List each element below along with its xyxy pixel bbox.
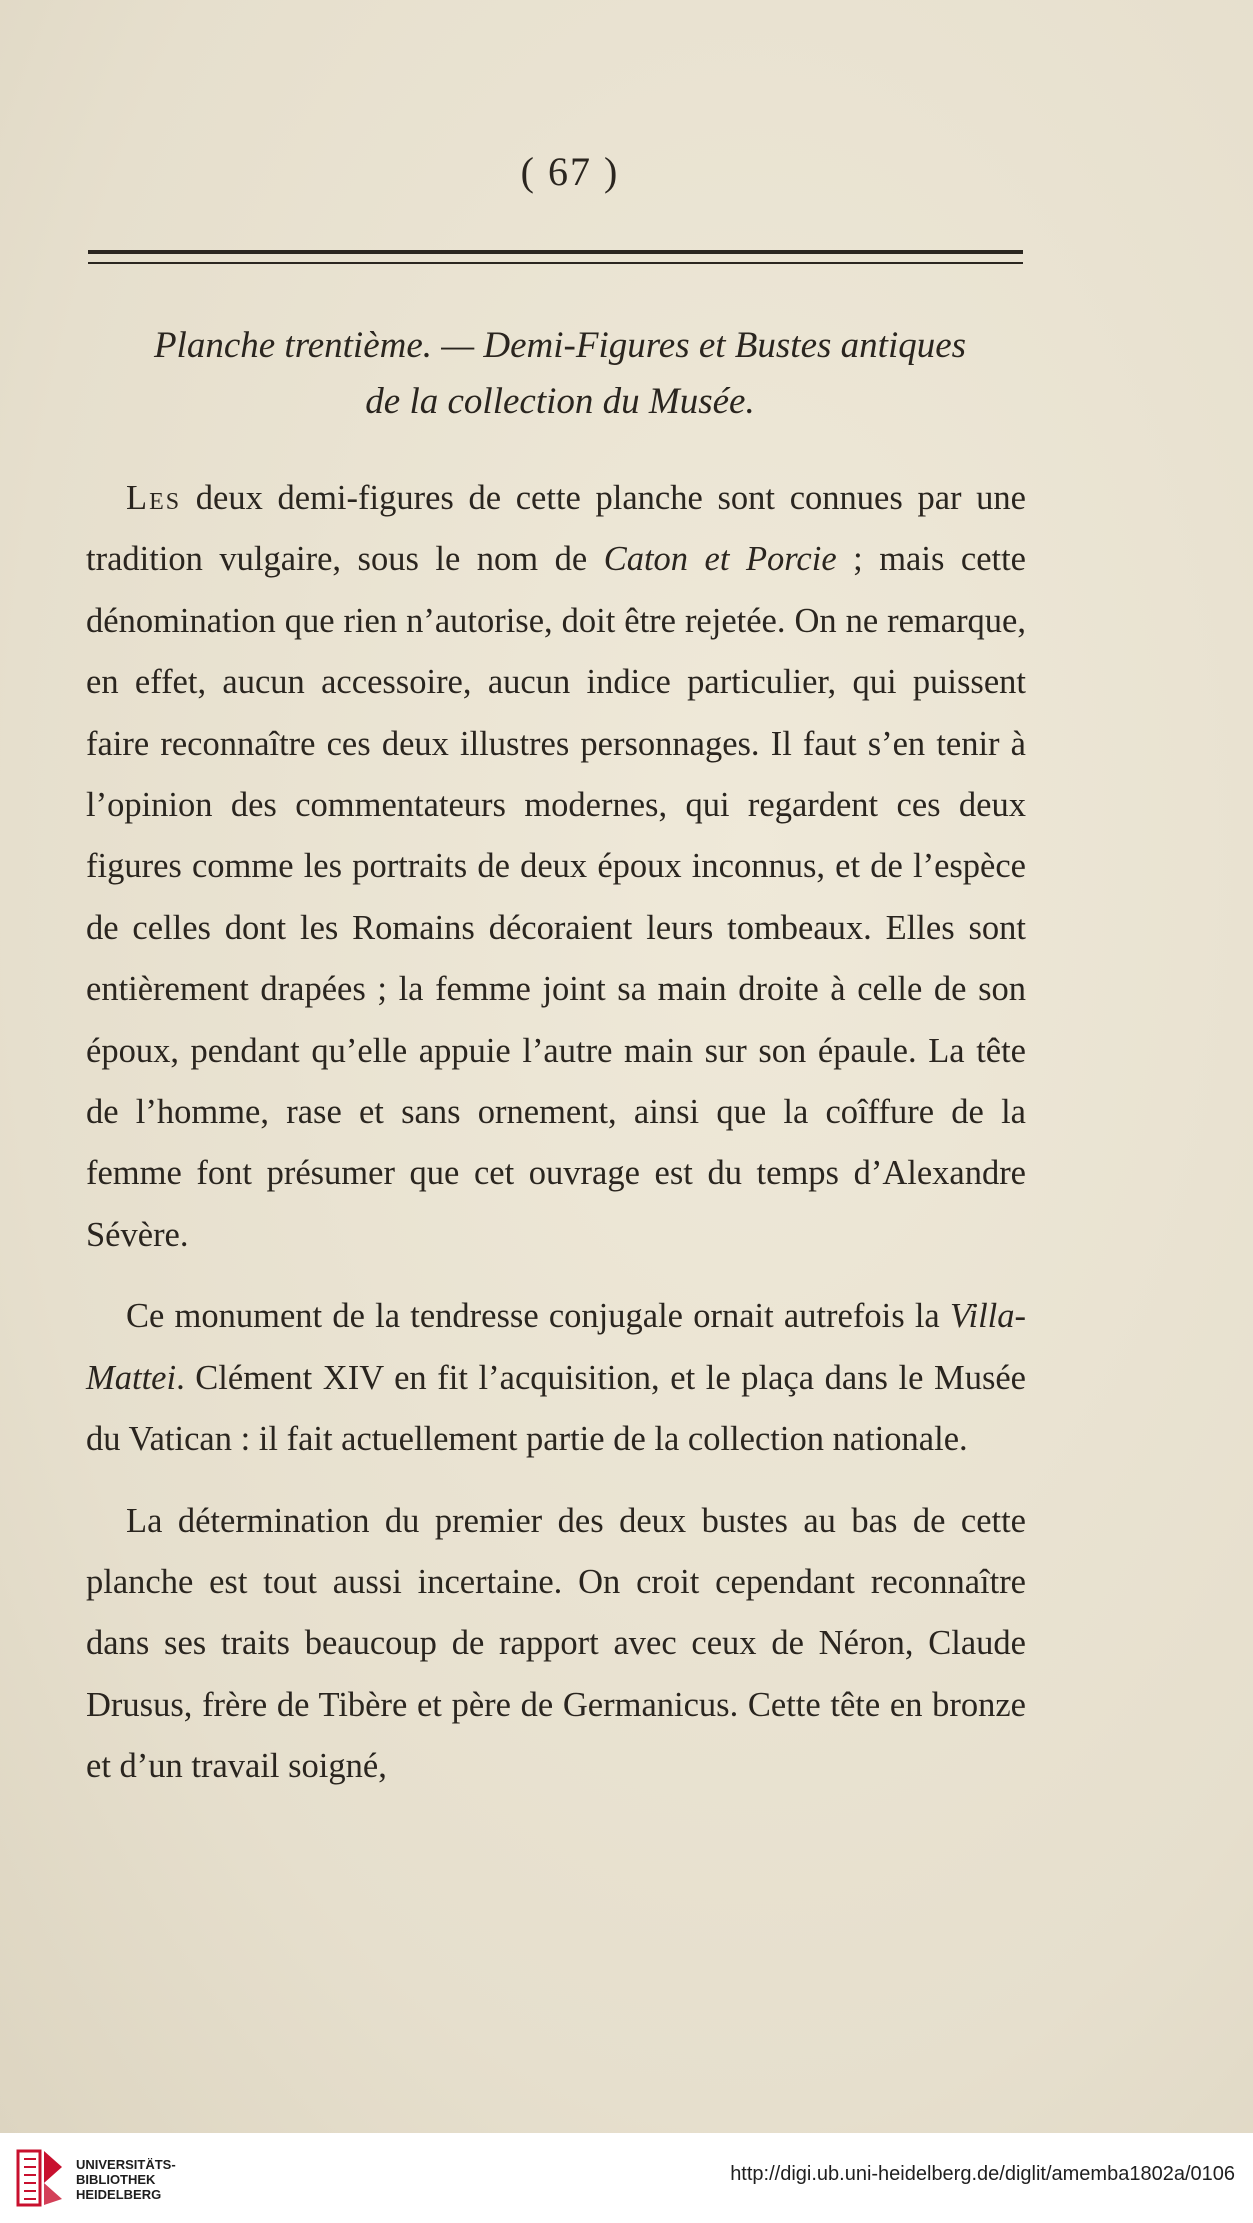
paragraph-2-text-a: Ce monument de la tendresse conjugale ornait autrefois la	[126, 1297, 950, 1336]
plate-title-line2: de la collection du Musée.	[365, 381, 755, 422]
plate-title-line1: Planche trentième. — Demi-Figures et Bustes antiques	[153, 325, 967, 366]
header-rule-thin	[88, 262, 1023, 264]
paragraph-lead-word: Les	[126, 479, 182, 517]
paragraph-1-italic: Caton et Porcie	[603, 540, 837, 579]
page-number: ( 67 )	[520, 149, 620, 194]
paragraph-3-text: La détermination du premier des deux bustes au bas de cette planche est tout aussi incertaine. On croit cependant reconnaître dans ses traits beaucoup de rapport avec ceux de Néron, Claude Drusus, frère de Tibère et père de Germanicus. Cette tête en bronze et d’un travail soigné,	[86, 1501, 1026, 1786]
paragraph-2-italic: Villa-Mattei	[86, 1297, 1026, 1397]
paragraph-1-text-b: ; mais cette dénomination que rien n’autorise, doit être rejetée. On ne remarque, en effet, aucun accessoire, aucun indice particulier, qui puissent faire reconnaître ces deux illustres personnages. Il faut s’en tenir à l’opinion des commentateurs modernes, qui regardent ces deux figures comme les portraits de deux époux inconnus, et de l’espèce de celles dont les Romains décoraient leurs tombeaux. Elles sont entièrement drapées ; la femme joint sa main droite à celle de son époux, pendant qu’elle appuie l’autre main sur son épaule. La tête de l’homme, rase et sans ornement, ainsi que la coîffure de la femme font présumer que cet ouvrage est du temps d’Alexandre Sévère.	[86, 540, 1026, 1254]
library-name-line2: BIBLIOTHEK	[76, 2172, 156, 2187]
paragraph-2-text-b: . Clément XIV en fit l’acquisition, et le plaça dans le Musée du Vatican : il fait actuellement partie de la collection nationale.	[86, 1358, 1026, 1459]
footer-bar	[0, 2133, 1253, 2223]
paragraph-1-text-a: deux demi-figures de cette planche sont connues par une tradition vulgaire, sous le nom de	[86, 479, 1026, 579]
paragraph-2	[86, 1286, 1026, 1470]
header-rule-thick	[88, 250, 1023, 254]
library-name	[76, 2157, 176, 2202]
university-library-logo-icon	[14, 2147, 66, 2209]
source-url-link[interactable]: http://digi.ub.uni-heidelberg.de/diglit/amemba1802a/0106	[730, 2163, 1235, 2185]
library-name-line3: HEIDELBERG	[76, 2187, 162, 2202]
paragraph-3	[86, 1491, 1026, 1798]
plate-title	[80, 318, 1040, 430]
library-name-line1: UNIVERSITÄTS-	[76, 2157, 176, 2172]
body-text	[86, 468, 1026, 1818]
paragraph-1	[86, 468, 1026, 1266]
